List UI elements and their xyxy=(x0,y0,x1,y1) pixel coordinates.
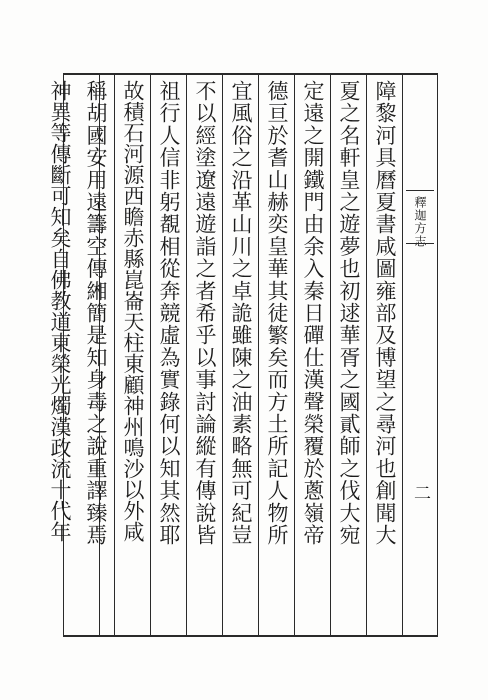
text-column-1: 障黎河具曆夏書咸圖雍部及博望之尋河也創聞大 xyxy=(373,80,397,547)
page-number: 二 xyxy=(410,484,430,501)
text-column-3: 定遠之開鐵門由余入秦日磾仕漢聲榮覆於蔥嶺帝 xyxy=(301,80,325,547)
text-column-7: 祖行人信非躬覩相從奔競虛為實錄何以知其然耶 xyxy=(157,80,181,547)
text-column-10: 神異等傳斷可知矣自佛教道東榮光燭漢政流十代年 xyxy=(48,80,72,542)
text-column-6: 不以經塗遼遠遊詣之者希乎以事討論縱有傳說皆 xyxy=(193,80,217,547)
frame-bottom-rule xyxy=(63,635,438,637)
fishtail-mark-top xyxy=(406,190,434,191)
text-column-8: 故積石河源西瞻赤縣崑崙天柱東顧神州鳴沙以外咸 xyxy=(121,80,145,542)
text-column-9: 稱胡國安用遠籌空傳緗簡是知身毒之說重譯臻焉 xyxy=(84,80,108,547)
frame-top-rule xyxy=(63,73,438,75)
fishtail-mark-bottom xyxy=(406,243,434,244)
text-column-2: 夏之名軒皇之遊夢也初逑華胥之國貳師之伐大宛 xyxy=(337,80,361,547)
book-title: 釋迦方志 xyxy=(413,196,427,248)
text-column-4: 德亘於耆山赫奕皇華其徒繁矣而方土所記人物所 xyxy=(265,80,289,547)
frame-right-rule xyxy=(437,73,438,637)
text-column-5: 宜風俗之沿革山川之卓詭雖陳之油素略無可紀豈 xyxy=(229,80,253,547)
